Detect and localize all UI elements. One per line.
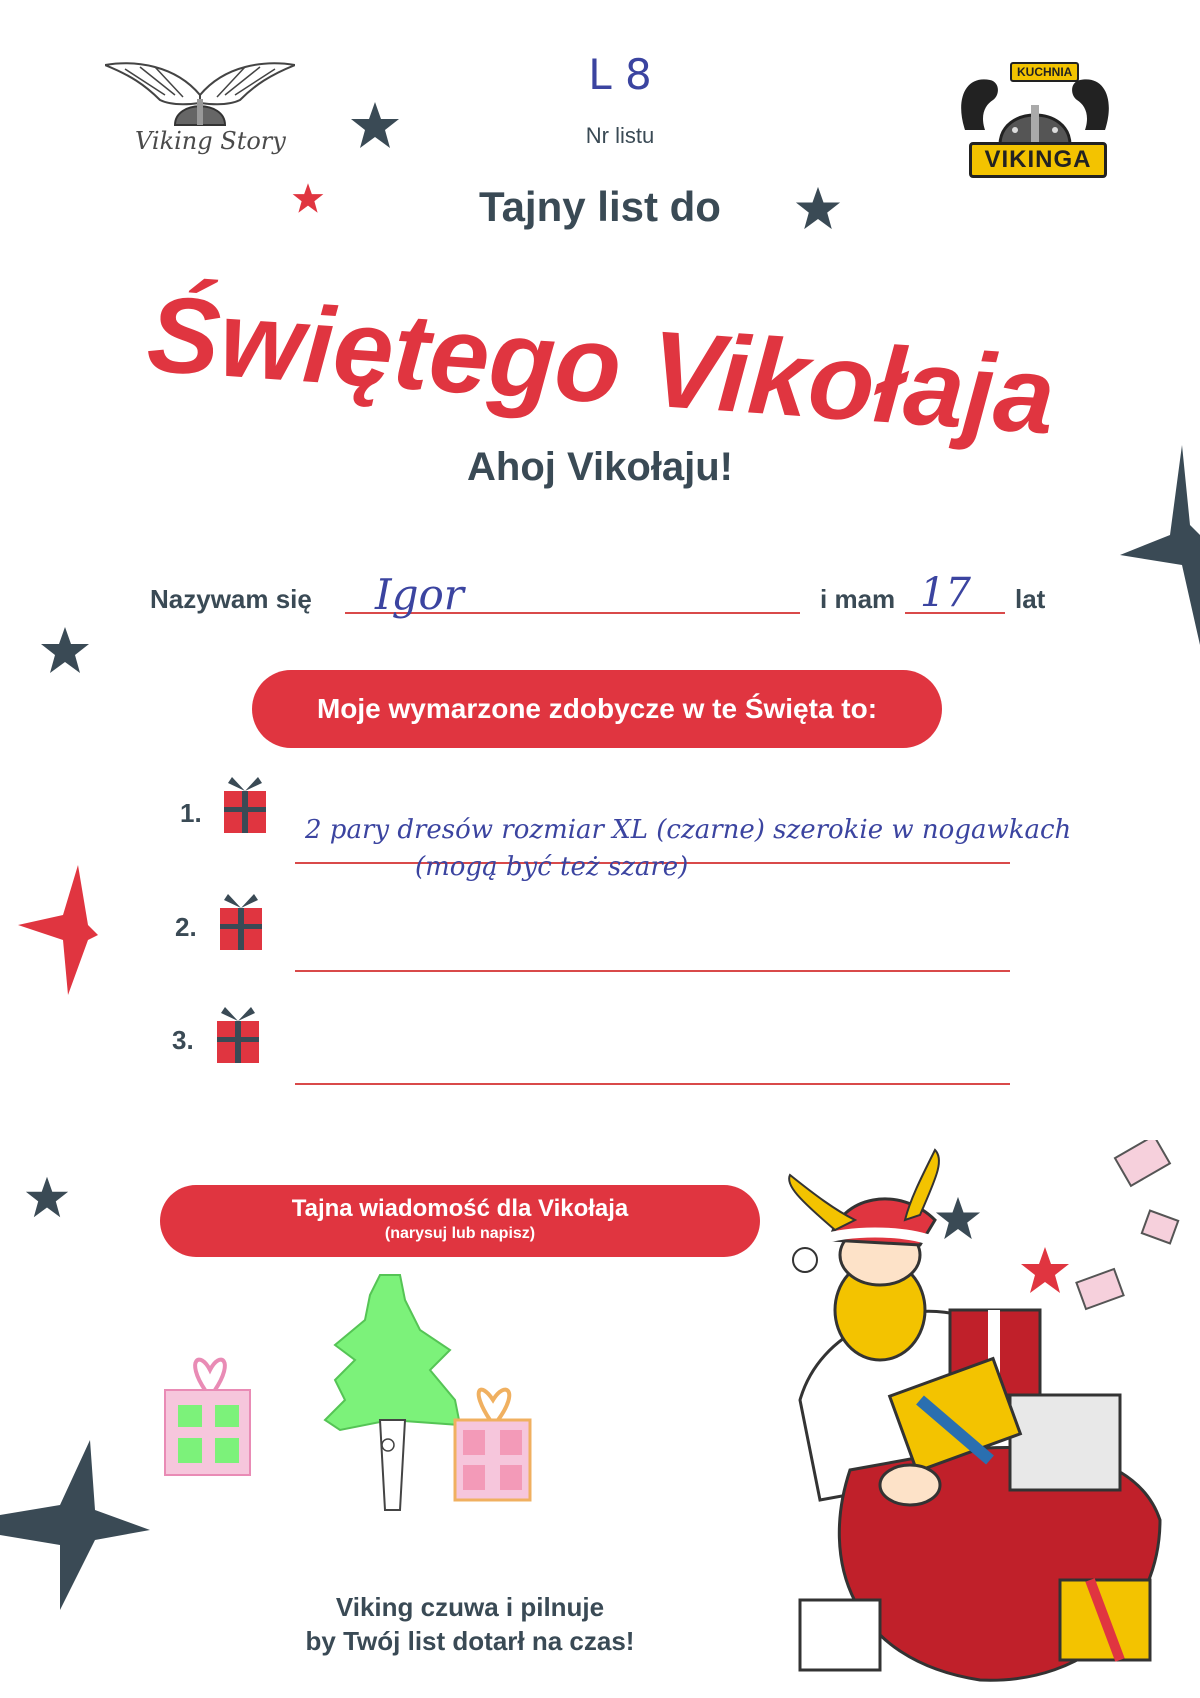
age-value: 17 bbox=[920, 570, 971, 616]
star-partial-icon bbox=[0, 1440, 150, 1610]
wish-text-line2: (mogą być też szare) bbox=[415, 852, 689, 882]
wish-text-line1: 2 pary dresów rozmiar XL (czarne) szerokie w nogawkach bbox=[305, 815, 1072, 845]
gift-drawing-icon bbox=[165, 1360, 250, 1475]
item-line[interactable] bbox=[295, 970, 1010, 972]
name-label: Nazywam się bbox=[150, 584, 312, 614]
title-big bbox=[120, 262, 1080, 462]
list-number-value: L 8 bbox=[588, 50, 652, 99]
footer-line1: Viking czuwa i pilnuje bbox=[335, 1592, 605, 1622]
viking-santa-illustration bbox=[760, 1140, 1180, 1698]
gift-icon bbox=[218, 890, 264, 952]
message-heading-banner bbox=[160, 1185, 760, 1257]
gift-icon bbox=[215, 1003, 261, 1065]
item-number: 2. bbox=[175, 912, 197, 942]
age-unit: lat bbox=[1015, 584, 1046, 614]
star-partial-icon bbox=[18, 865, 98, 995]
envelope-icon bbox=[1076, 1140, 1178, 1309]
child-drawing bbox=[160, 1270, 600, 1530]
viking-story-logo bbox=[105, 55, 295, 170]
logo-right-top-text: KUCHNIA bbox=[1010, 62, 1079, 82]
logo-left-text: Viking Story bbox=[135, 127, 286, 155]
tree-drawing-icon bbox=[325, 1275, 460, 1510]
message-heading: Tajna wiadomość dla Vikołaja bbox=[291, 1195, 629, 1222]
gift-icon bbox=[222, 773, 268, 835]
greeting: Ahoj Vikołaju! bbox=[467, 445, 733, 489]
title-big-text: Świętego Vikołaja bbox=[143, 272, 1059, 457]
kuchnia-vikinga-logo bbox=[955, 60, 1115, 175]
age-label: i mam bbox=[820, 584, 896, 614]
star-icon bbox=[25, 1175, 69, 1219]
winged-helmet-icon bbox=[105, 55, 295, 130]
gift-drawing-icon bbox=[455, 1390, 530, 1500]
footer-line2: by Twój list dotarł na czas! bbox=[305, 1626, 635, 1656]
star-icon bbox=[350, 100, 400, 150]
title-small: Tajny list do bbox=[479, 183, 721, 230]
wishes-heading: Moje wymarzone zdobycze w te Święta to: bbox=[252, 670, 942, 748]
item-line[interactable] bbox=[295, 1083, 1010, 1085]
item-number: 3. bbox=[172, 1025, 194, 1055]
name-value: Igor bbox=[375, 570, 464, 619]
list-number-label: Nr listu bbox=[585, 123, 655, 148]
star-icon bbox=[40, 625, 90, 675]
logo-right-name: VIKINGA bbox=[969, 142, 1107, 178]
message-subheading: (narysuj lub napisz) bbox=[384, 1225, 536, 1242]
item-number: 1. bbox=[180, 798, 202, 828]
